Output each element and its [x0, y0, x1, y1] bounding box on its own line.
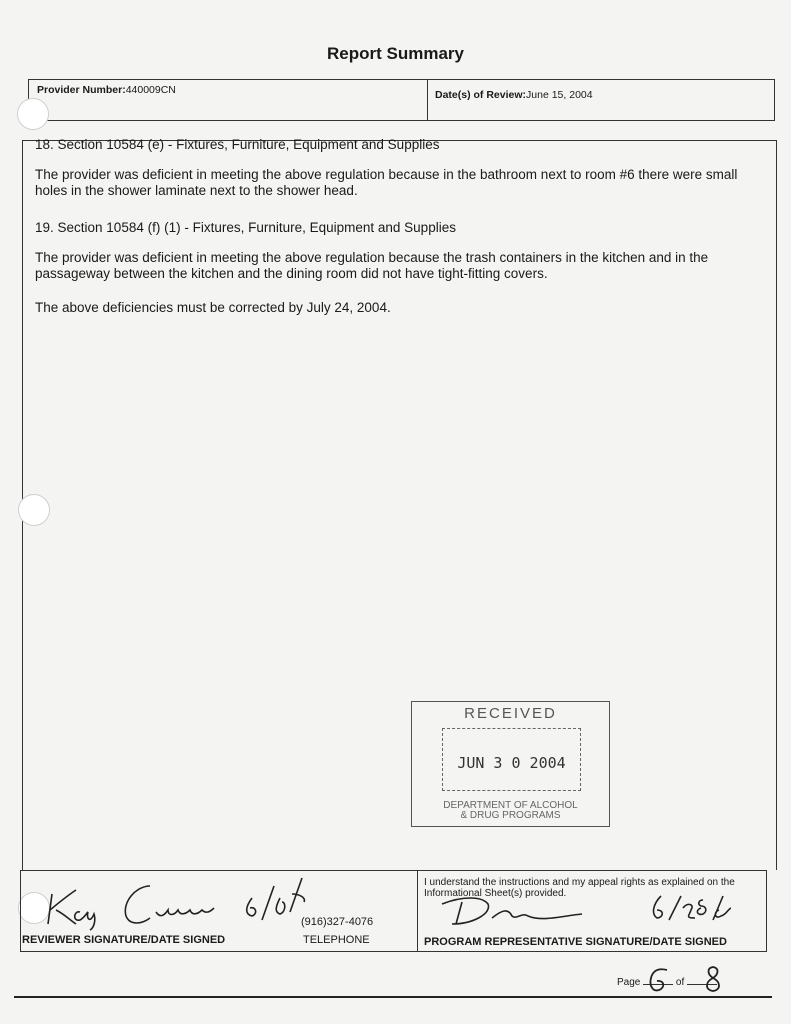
stamp-received-text: RECEIVED: [464, 705, 557, 722]
telephone-label: TELEPHONE: [303, 934, 370, 946]
provider-number: [37, 84, 176, 96]
page-number-handwritten: [645, 966, 673, 994]
stamp-dept-line2: & DRUG PROGRAMS: [460, 810, 561, 821]
page-label: Page: [617, 977, 641, 988]
signature-divider: [417, 870, 418, 952]
provider-number-value: 440009CN: [125, 84, 176, 96]
review-date: [435, 89, 593, 101]
section-19-heading: 19. Section 10584 (f) (1) - Fixtures, Furniture, Equipment and Supplies: [35, 220, 456, 235]
acknowledgement-text: I understand the instructions and my appeal rights as explained on the Informational Sheet(s) provided.: [424, 877, 735, 899]
program-rep-date: [647, 892, 731, 924]
program-rep-signature: [432, 890, 602, 930]
punch-hole-top: [17, 98, 49, 130]
correction-deadline: The above deficiencies must be corrected by July 24, 2004.: [35, 300, 391, 315]
punch-hole-middle: [18, 494, 50, 526]
reviewer-telephone: (916)327-4076: [301, 916, 374, 928]
page-total-handwritten: [701, 964, 725, 994]
section-18-heading: 18. Section 10584 (e) - Fixtures, Furniture, Equipment and Supplies: [35, 137, 440, 152]
page-title: Report Summary: [327, 44, 464, 63]
reviewer-signature-label: REVIEWER SIGNATURE/DATE SIGNED: [22, 934, 226, 946]
program-rep-label: PROGRAM REPRESENTATIVE SIGNATURE/DATE SIGNED: [424, 936, 727, 948]
stamp-department: [411, 801, 610, 821]
review-date-label: Date(s) of Review:: [435, 89, 527, 101]
reviewer-signature: [40, 872, 310, 932]
stamp-dept-line1: DEPARTMENT OF ALCOHOL: [443, 800, 578, 811]
provider-number-label: Provider Number:: [37, 84, 126, 96]
stamp-date: JUN 3 0 2004: [457, 754, 566, 772]
bottom-rule: [14, 996, 772, 998]
of-label: of: [675, 977, 685, 988]
section-19-text: The provider was deficient in meeting the above regulation because the trash containers in the kitchen and in the passageway between the kitchen and the dining room did not have tight-fitting covers.: [35, 250, 709, 281]
section-18-text: The provider was deficient in meeting the above regulation because in the bathroom next to room #6 there were small holes in the shower laminate next to the shower head.: [35, 167, 738, 198]
header-divider: [427, 79, 428, 121]
review-date-value: June 15, 2004: [526, 89, 593, 101]
